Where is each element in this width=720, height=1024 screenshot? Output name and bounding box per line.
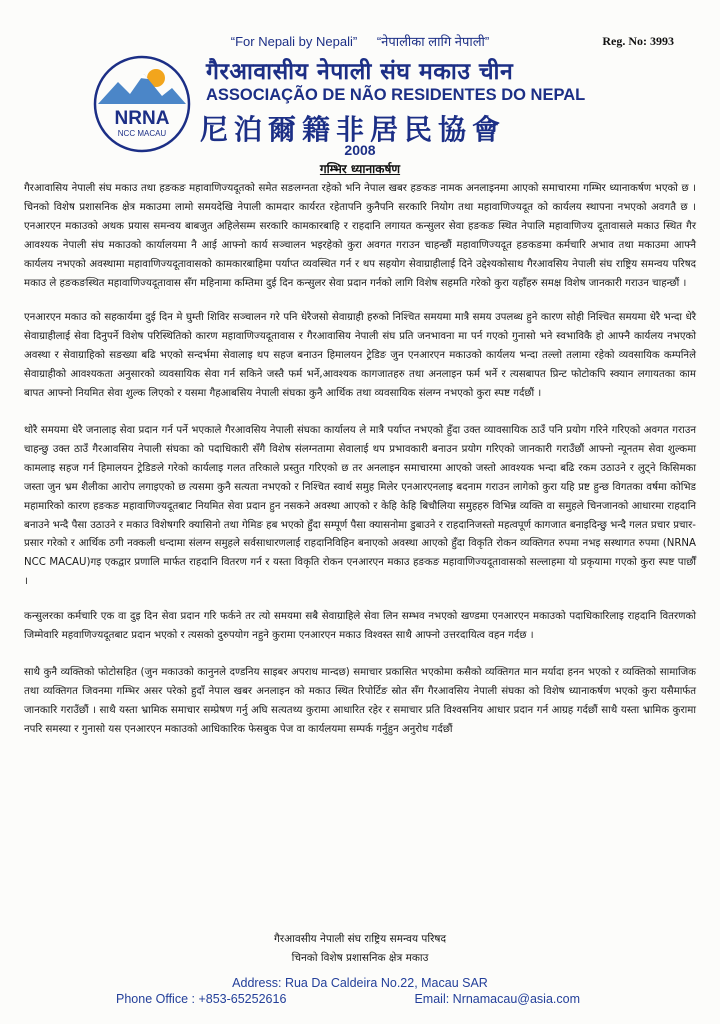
paragraph-5: साथै कुनै व्यक्तिको फोटोसहित (जुन मकाउको कानुनले दण्डनिय साइबर अपराध मान्दछ) समाचार प्रकासित भएकोमा कसैको व्यक्तिगत मान मर्यादा हनन भएको र व्यक्तिको सामाजिक तथा व्यक्तिगत जिवनमा गम्भिर असर परेको हुदाँ नेपाल खबर अनलाइन को मकाउ स्थित रिपोर्टिङ स्रोत सँग गैरआवसिय नेपाली संघका को विशेष ध्यानाकर्षण भएको कुरा यसैमार्फत जानकारि गराउँछौं । साथै यस्ता भ्रामिक समाचार सम्प्रेषण गर्नु अघि सत्यतथ्य कुरामा आधारित रहेर र समाचार प्रति विश्वसनिय आधार प्रदान गर्न आग्रह गर्दछौं साथै यस्ता भ्रामिक कुरामा नपरि समस्या र गुनासो यस एनआरएन मकाउको आधिकारिक फेसबुक पेज वा कार्यलयमा सम्पर्क गर्नुहुन अनुरोध गर्दछौं: [24, 666, 696, 735]
paragraph-3: थोरै समयमा धेरै जनालाइ सेवा प्रदान गर्न पर्ने भएकाले गैरआवसिय नेपाली संघका कार्यालय ले मात्रै पर्याप्त नभएको हुँदा उक्त व्यावसायिक ठाउँ पनि प्रयोग गरिने गरिएको अवगत गराउन चाहन्छु उक्त ठाउँ गैरआवसिय नेपाली संघका को पदाधिकारी सँगै विशेष संलग्नतामा सेवालाई थप प्रभावकारी बनाउन प्रयोग गरिएको जानकारी गराउँछौं आफ्नो न्यूनतम सेवा शुल्कमा कामलाइ सहज गर्न हिमालयन ट्रेडिङले गरेको कार्यलाइ गलत तरिकाले प्रस्तुत गरिएको छ तर अनलाइन समाचारमा आएको जस्तो आवश्यक भन्दा बढि रकम उठाउने र लुट्ने किसिमका जस्ता जुन भ्रम शैलीका आरोप लगाइएको छ त्यसमा कुनै सत्यता नभएको र निश्चित स्वार्थ समुह मिलेर एनआरएनलाइ बदनाम गराउन लागेको कुरा यहि प्रष्ट हुन्छ विगतका वर्षमा कोभिड महामारिको कारण हङकङ महावाणिज्यदूतबाट नियमित सेवा प्रदान हुन नसकने अवस्था आएको र केहि केहि बिचौलिया समुहहरु विभिन्न व्यक्ति वा समुहले चिनजानको आधारमा राहदानि बनाउने भन्दै पैसा उठाउने र मकाउ विशेषगरि क्यासिनो तथा गेमिङ हब भएको हुँदा सम्पूर्ण पैसा क्यासनोमा डुबाउने र राहदानिजस्तो महत्वपूर्ण कागजात बनाइदिन्छु भन्दै गलत प्रचार प्रचार-प्रसार गरेको र आर्थिक ठगी नक्कली धन्दामा संलग्न समुहले सर्वसाधारणलाई राहदानिविहिन बनाएको अवस्था आएको हुँदा विकृति रोकन व्यक्तिगत रुपमा नभइ सस्थागत रुपमा (NRNA NCC MACAU)गइ एकद्वार प्रणालि मार्फत राहदानि वितरण गर्न र यस्ता विकृति रोकन एनआरएन मकाउ हङकङ महावाणिज्यदूतावासको सल्लाहमा यो प्रकृयामा गएको कुरा स्पष्ट पार्छौं ।: [24, 424, 696, 588]
signature-line-2: चिनको विशेष प्रशासनिक क्षेत्र मकाउ: [291, 952, 429, 964]
slogan-english: “For Nepali by Nepali”: [230, 34, 358, 49]
founding-year: 2008: [344, 142, 376, 158]
footer-email: Email: Nrnamacau@asia.com: [414, 992, 580, 1006]
signature-line-1: गैरआवसीय नेपाली संघ राष्ट्रिय समन्वय परिषद: [273, 933, 447, 945]
org-name-portuguese: ASSOCIAÇÃO DE NÃO RESIDENTES DO NEPAL: [206, 86, 586, 104]
org-name-nepali: गैरआवासीय नेपाली संघ मकाउ चीन: [206, 59, 514, 85]
logo-text: NRNA: [114, 108, 170, 129]
logo-mountains: [98, 74, 186, 104]
org-name-chinese: 尼泊爾籍非居民協會: [200, 113, 507, 146]
footer-phone: Phone Office : +853-65252616: [116, 992, 287, 1006]
logo-subtext: NCC MACAU: [117, 129, 167, 138]
letter-footer: [0, 976, 720, 1006]
paragraph-1: गैरआवासिय नेपाली संघ मकाउ तथा हङकङ महावाणिज्यदूतको समेत सङलग्नता रहेको भनि नेपाल खबर हङकङ नामक अनलाइनमा आएको समाचारमा गम्भिर ध्यानाकर्षण भएको छ । चिनको विशेष प्रशासनिक क्षेत्र मकाउमा लामो समयदेखि नेपाली कामदार कार्यरत रहेतापनि कुनैपनि सरकारि नियोग तथा महावाणिज्यदूत को कार्यलय स्थापना नभएको अवगतै छ । एनआरएन मकाउको अथक प्रयास समन्वय बाबजुत अहिलेसम्म सरकारि कामकारबाहि र राहदानि लगायत कन्सुलर सेवा हङकङ स्थित नेपालि महावाणिज्य दूतावासले मकाउ स्थित गैर आवश्यक नेपाली संघ मकाउको कार्यालयमा नै आई आफ्नो कार्य सञ्चालन भइरहेको कुरा अवगत गराउन चाहन्छौं महावाणिज्यदूत हङकङमा कर्मचारि अभाव तथा मकाउमा आफ्नै कार्यलय नभएको अवस्थामा महावाणिज्यदूतावासको कामकारबाहिमा पर्याप्त व्यवस्थित गर्न र थप सहयोग सेवाग्राहीलाई दिने उद्देश्यकोसाथ गैरआवसिय नेपाली संघ राष्ट्रिय समन्वय परिषद मकाउ ले हङकङस्थित महावाणिज्यदूतावास सँग महिनामा कम्तिमा दुई दिन कन्सुलर सेवा प्रदान गर्नको लागि विशेष सहमति गरेको कुरा यहाँहरु समक्ष विशेष जानकारी गराउन चाहन्छौं ।: [24, 183, 696, 289]
paragraph-4: कन्सुलरका कर्मचारि एक वा दुइ दिन सेवा प्रदान गरि फर्कने तर त्यो समयमा सबै सेवाग्राहिले सेवा लिन सम्भव नभएको खण्डमा एनआरएन मकाउको पदाधिकारिलाइ राहदानि वितरणको जिम्मेवारि महवाणिज्यदूतबाट प्रदान भएको र त्यसको दुरुपयोग नहुने कुरामा एनआरएन मकाउ विश्वस्त साथै आफ्नो उत्तरदायित्व वहन गर्दछ ।: [24, 611, 696, 642]
registration-number: Reg. No: 3993: [602, 34, 674, 48]
nrna-logo: [88, 54, 196, 154]
letter-body: [24, 180, 696, 758]
signature-block: [0, 930, 720, 968]
letter-title: गम्भिर ध्यानाकर्षण: [319, 162, 401, 176]
paragraph-2: एनआरएन मकाउ को सहकार्यमा दुई दिन मे घुम्ती शिविर सञ्चालन गरे पनि धेरैजसो सेवाग्राही हरुको निश्चित समयमा मात्रै समय उपलब्ध हुने कारण सोही निश्चित समयमा धेरै भन्दा धेरै सेवाग्राहीलाई सेवा दिनुपर्ने विशेष परिस्थितिको कारण महावाणिज्यदूतावास र गैरआवासिय नेपाली संघ प्रति जनभावना मा पर्न गएको गुनासो भने स्वभाविकै हो आफ्नै कार्यलय नभएको अवस्था र सेवाग्राहिको सङख्या बढि भएको सन्दर्भमा सेवालाइ थप सहज बनाउन हिमालयन ट्रेडिङ जुन एनआरएन मकाउको कार्यलय भन्दा तल्लो तलामा रहेको व्यवसायिक कम्पनिले सेवाग्राहीको आवश्यकता अनुसारको व्यवसायिक सेवा गर्न सकिने जस्तै फर्म भर्ने,आवश्यक कागजातहरु तथा अनलाइन फर्म भर्ने र त्यसबापत प्रिन्ट फोटोकपि स्क्यान लगायतका काम बापत आफ्नो नियमित सेवा शुल्क लिएको र यसमा गैहआबसिय नेपाली संघका कुनै आर्थिक तथा व्यवसायिक संलग्न नभएको कुरा स्पष्ट गर्दछौं ।: [24, 312, 696, 400]
slogan-nepali: “नेपालीका लागि नेपाली”: [376, 34, 490, 49]
footer-address: Address: Rua Da Caldeira No.22, Macau SAR: [232, 976, 488, 990]
